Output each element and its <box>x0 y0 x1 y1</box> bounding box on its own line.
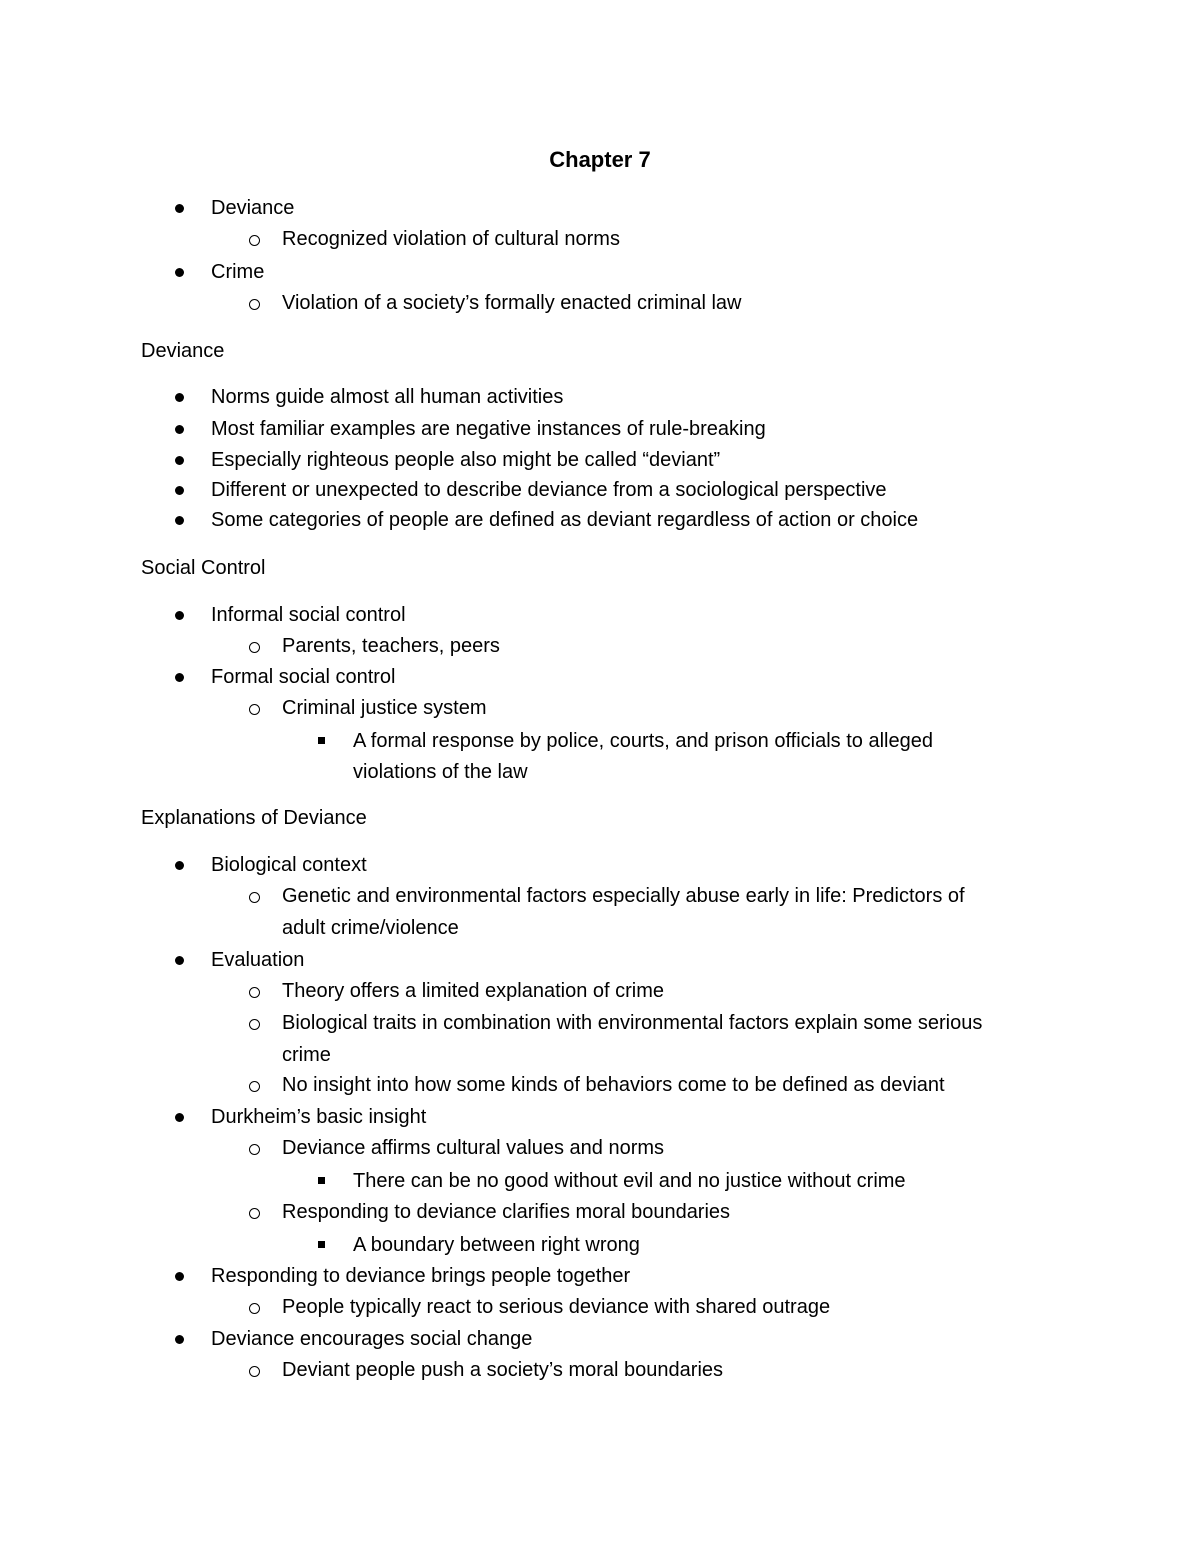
list-item-formal-control: Formal social control <box>211 666 396 688</box>
bullet-dot-icon <box>175 1335 184 1344</box>
list-item-durkheim: Durkheim’s basic insight <box>211 1106 427 1128</box>
section-heading-social-control: Social Control <box>141 557 266 579</box>
page-title: Chapter 7 <box>549 147 651 172</box>
list-item-formal-response: A formal response by police, courts, and prison officials to alleged <box>353 730 933 752</box>
bullet-dot-icon <box>175 425 184 434</box>
list-item-evaluation-insight: No insight into how some kinds of behaviors come to be defined as deviant <box>282 1074 945 1096</box>
bullet-circle-icon <box>249 1081 260 1092</box>
list-item: Norms guide almost all human activities <box>211 386 564 408</box>
bullet-circle-icon <box>249 987 260 998</box>
list-item-evaluation-traits-continued: crime <box>282 1044 331 1066</box>
list-item-informal-examples: Parents, teachers, peers <box>282 635 500 657</box>
bullet-square-icon <box>318 1177 325 1184</box>
list-item-crime-definition: Violation of a society’s formally enacted criminal law <box>282 292 742 314</box>
list-item-durkheim-boundaries: Responding to deviance clarifies moral boundaries <box>282 1201 731 1223</box>
list-item-deviance: Deviance <box>211 197 295 219</box>
list-item-social-change: Deviance encourages social change <box>211 1328 533 1350</box>
list-item-informal-control: Informal social control <box>211 604 406 626</box>
bullet-circle-icon <box>249 1019 260 1030</box>
list-item-formal-response-continued: violations of the law <box>353 761 528 783</box>
list-item-evaluation-limited: Theory offers a limited explanation of crime <box>282 980 665 1002</box>
bullet-dot-icon <box>175 1113 184 1122</box>
bullet-circle-icon <box>249 1144 260 1155</box>
bullet-dot-icon <box>175 673 184 682</box>
bullet-dot-icon <box>175 486 184 495</box>
list-item-genetic-factors: Genetic and environmental factors especially abuse early in life: Predictors of <box>282 885 965 907</box>
bullet-dot-icon <box>175 456 184 465</box>
bullet-square-icon <box>318 737 325 744</box>
bullet-dot-icon <box>175 516 184 525</box>
bullet-circle-icon <box>249 704 260 715</box>
bullet-dot-icon <box>175 611 184 620</box>
bullet-circle-icon <box>249 1208 260 1219</box>
section-heading-deviance: Deviance <box>141 340 225 362</box>
list-item-durkheim-right-wrong: A boundary between right wrong <box>353 1234 640 1256</box>
bullet-circle-icon <box>249 642 260 653</box>
bullet-square-icon <box>318 1241 325 1248</box>
list-item-shared-outrage: People typically react to serious deviance with shared outrage <box>282 1296 831 1318</box>
bullet-circle-icon <box>249 235 260 246</box>
bullet-dot-icon <box>175 956 184 965</box>
bullet-circle-icon <box>249 299 260 310</box>
list-item-criminal-justice: Criminal justice system <box>282 697 487 719</box>
list-item-moral-boundaries: Deviant people push a society’s moral boundaries <box>282 1359 724 1381</box>
list-item-evaluation-traits: Biological traits in combination with environmental factors explain some serious <box>282 1012 983 1034</box>
list-item: Especially righteous people also might be called “deviant” <box>211 449 721 471</box>
list-item-durkheim-good-evil: There can be no good without evil and no justice without crime <box>353 1170 906 1192</box>
section-heading-explanations: Explanations of Deviance <box>141 807 367 829</box>
bullet-circle-icon <box>249 1366 260 1377</box>
bullet-circle-icon <box>249 892 260 903</box>
bullet-dot-icon <box>175 861 184 870</box>
list-item-crime: Crime <box>211 261 265 283</box>
bullet-dot-icon <box>175 393 184 402</box>
list-item-durkheim-affirms: Deviance affirms cultural values and norms <box>282 1137 665 1159</box>
list-item: Most familiar examples are negative instances of rule-breaking <box>211 418 766 440</box>
list-item: Some categories of people are defined as deviant regardless of action or choice <box>211 509 919 531</box>
list-item-evaluation: Evaluation <box>211 949 305 971</box>
list-item-biological-context: Biological context <box>211 854 367 876</box>
bullet-dot-icon <box>175 268 184 277</box>
list-item-brings-together: Responding to deviance brings people together <box>211 1265 631 1287</box>
bullet-dot-icon <box>175 1272 184 1281</box>
list-item-genetic-factors-continued: adult crime/violence <box>282 917 459 939</box>
list-item: Different or unexpected to describe deviance from a sociological perspective <box>211 479 887 501</box>
bullet-dot-icon <box>175 204 184 213</box>
list-item-deviance-definition: Recognized violation of cultural norms <box>282 228 620 250</box>
bullet-circle-icon <box>249 1303 260 1314</box>
